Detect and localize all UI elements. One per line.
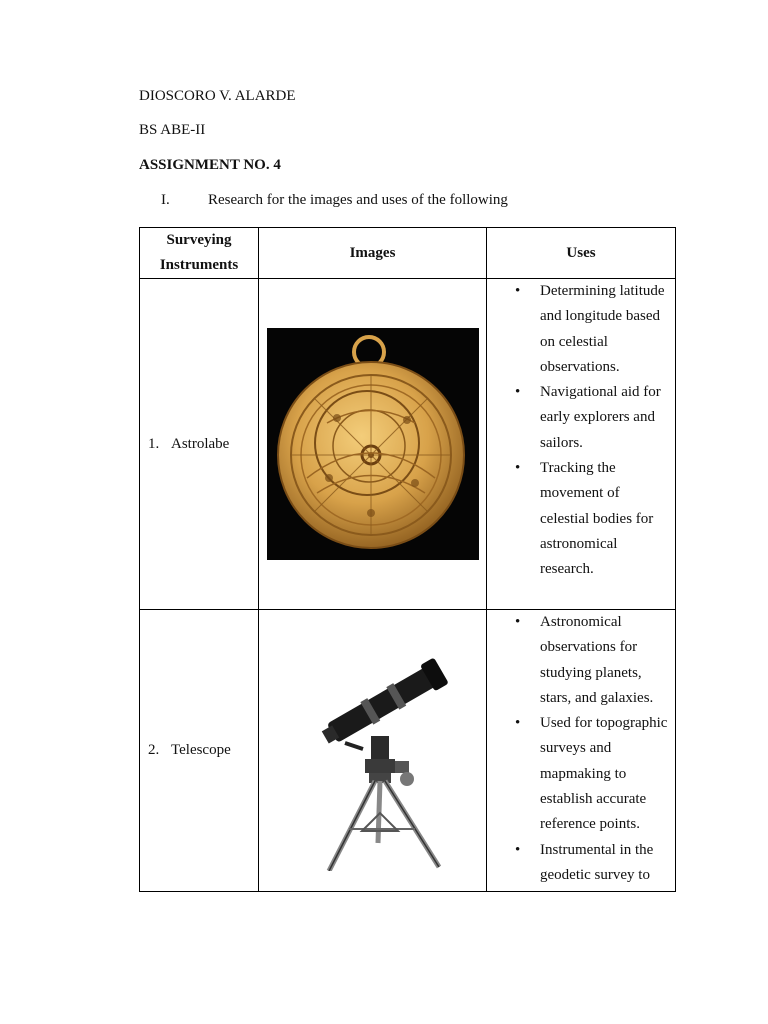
uses-list xyxy=(487,610,675,888)
astrolabe-image xyxy=(267,328,479,560)
table-row xyxy=(140,279,676,610)
instrument-uses-cell xyxy=(487,610,676,892)
instrument-number: 2. xyxy=(148,742,160,758)
list-item: • Determining latitude and longitude based on celestial observations. xyxy=(487,279,675,380)
header-instruments-line1: Surveying xyxy=(166,232,232,248)
section-text: Research for the images and uses of the following xyxy=(208,192,508,208)
section-heading xyxy=(161,192,508,209)
list-item: • Tracking the movement of celestial bodies for astronomical research. xyxy=(487,456,675,582)
uses-list xyxy=(487,279,675,583)
header-uses: Uses xyxy=(487,228,676,279)
header-images: Images xyxy=(259,228,487,279)
assignment-title: ASSIGNMENT NO. 4 xyxy=(139,157,281,173)
instrument-name: Astrolabe xyxy=(171,435,230,452)
list-item: • Used for topographic surveys and mapmaking to establish accurate reference points. xyxy=(487,711,675,837)
telescope-image xyxy=(267,631,479,871)
table-row xyxy=(140,610,676,892)
instrument-name-cell xyxy=(140,279,259,610)
table-header-row xyxy=(140,228,676,279)
header-instruments-line2: Instruments xyxy=(159,257,239,273)
header-instruments xyxy=(140,228,259,279)
instrument-uses-cell xyxy=(487,279,676,610)
course-label: BS ABE-II xyxy=(139,122,206,138)
instrument-name: Telescope xyxy=(171,742,231,758)
student-name: DIOSCORO V. ALARDE xyxy=(139,88,296,104)
list-item: • Navigational aid for early explorers and sailors. xyxy=(487,380,675,456)
section-number: I. xyxy=(161,192,170,208)
instrument-name-cell xyxy=(140,610,259,892)
list-item: • Astronomical observations for studying planets, stars, and galaxies. xyxy=(487,610,675,711)
instrument-image-cell xyxy=(259,610,487,892)
instrument-number: 1. xyxy=(148,435,160,452)
list-item: • Instrumental in the geodetic survey to xyxy=(487,838,675,889)
instruments-table xyxy=(139,227,676,892)
instrument-image-cell xyxy=(259,279,487,610)
